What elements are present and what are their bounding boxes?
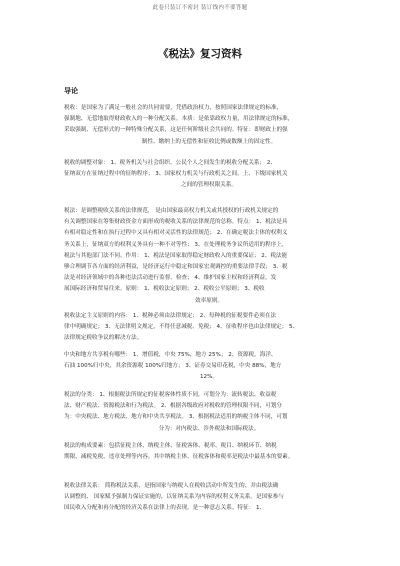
paragraph-line: 认调整的、 国家赋予强制力保证实施的，以征纳关系为内容的权利义务关系。是国家参与 bbox=[64, 494, 284, 501]
paragraph-line: 制性、缴纳上的无偿性和征收比例或数额上的固定性。 bbox=[141, 138, 277, 145]
paragraph-line: 效率原则。 bbox=[195, 297, 223, 304]
header-watermark: 此卷只装订不密封 装订线内不要答题 bbox=[152, 5, 248, 11]
paragraph-line: 征纳双方在征纳过程中的征纳程序； 3、国家权力机关与行政机关之间，上、下级国家机关 bbox=[64, 171, 288, 178]
paragraph-legality-principle bbox=[64, 311, 354, 345]
paragraph-line: 有相对稳定性和在执行过程中又具有相对灵活性的法律规范； 2、在确定税法主体的权利义 bbox=[64, 230, 288, 237]
paragraph-line: 法、财产税法、资源税法和行为税法。 2、根据各级政府对税收的管理权限不同，可划分 bbox=[64, 403, 282, 410]
paragraph-line: 税收法律关系： 简称税法关系，是指国家与纳税人在税收活动中所发生的、并由税法确 bbox=[64, 483, 279, 489]
paragraph-line: 够合理调节各方面的经济利益，是经济运行中稳定和国家宏观调控的重要法律手段； 3、税 bbox=[64, 264, 288, 271]
paragraph-line: 中央和地方共享税有哪些： 1、增值税，中央 75%，地方 25%； 2、资源税，海洋、 bbox=[64, 352, 277, 358]
paragraph-line: 国民收入分配和再分配的经济关系在法律上的表现，是一种意志关系。特征： 1、 bbox=[64, 505, 266, 512]
paragraph-line: 为：中央税法、地方税法、地方和中央共享税法。 3、根据税法适用的纳税主体不同，可划 bbox=[64, 414, 288, 421]
paragraph-line: 律中明确规定； 3、无法律明文规定，不得任意减税、免税； 4、征收程序也由法律规定； 5、 bbox=[64, 324, 299, 331]
paragraph-line: 税收法定主义原则的内容： 1、税种必须由法律规定； 2、每种税的征税要件必须在法 bbox=[64, 313, 277, 319]
paragraph-line: 税收：是国家为了满足一般社会的共同需要，凭借政治权力，按照国家法律规定的标准， bbox=[64, 105, 283, 111]
paragraph-shared-taxes bbox=[64, 350, 354, 384]
paragraph-line: 税法与其他部门法不同。作用： 1、税法是国家取得稳定财政收入的重要保证； 2、税法能 bbox=[64, 252, 288, 259]
paragraph-tax-legal-relation bbox=[64, 481, 354, 515]
paragraph-line: 采取强制、无偿形式的一种特殊分配关系，这是任何阶级社会共同的。特征：即财政上的强 bbox=[64, 127, 288, 134]
paragraph-line: 石油 100%归中央，其余资源税 100%归地方； 3、证券交易印花税，中央 88%，地方 bbox=[64, 363, 282, 370]
paragraph-line: 展国际经济和贸易往来。原则： 1、税收法定原则； 2、税收公平原则； 3、税收 bbox=[64, 286, 265, 293]
paragraph-tax-elements bbox=[64, 441, 354, 463]
paragraph-tax-classification bbox=[64, 390, 354, 435]
paragraph-line: 12%。 bbox=[199, 374, 219, 381]
paragraph-tax-definition bbox=[64, 103, 354, 148]
paragraph-line: 务关系上，征纳双方的权利义务具有一种不对等性； 3、在处理税务争议所适用的程序上， bbox=[64, 241, 288, 248]
page-title: 《税法》复习资料 bbox=[158, 48, 242, 60]
paragraph-line: 有关调整国家在筹集财政资金方面形成的税收关系的法律规范的总称。特点： 1、税法是具 bbox=[64, 219, 288, 226]
paragraph-tax-law bbox=[64, 206, 354, 307]
paragraph-line: 之间的管理权限关系。 bbox=[181, 182, 237, 189]
paragraph-line: 期限、减税免税、违章处理等内容。其中纳税主体、征税客体和税率是税法中最基本的要素。 bbox=[64, 454, 294, 461]
paragraph-line: 税法：是调整税收关系的法律规范， 是由国家最高权力机关或其授权的行政机关规定的 bbox=[64, 208, 279, 214]
section-heading: 导论 bbox=[64, 87, 78, 95]
paragraph-adjustment-objects bbox=[64, 158, 354, 192]
paragraph-line: 税收的调整对象： 1、税务机关与社会组织、公民个人之间发生的税收分配关系； 2、 bbox=[64, 160, 277, 166]
paragraph-line: 法律规定税收争议的解决方法。 bbox=[64, 335, 143, 342]
paragraph-line: 税法的构成要素：包括征税主体、纳税主体、征税客体、税率、税目、纳税环节、纳税 bbox=[64, 443, 277, 449]
paragraph-line: 分为：对内税法、涉外税法和国际税法。 bbox=[158, 425, 260, 432]
paragraph-line: 税法的分类： 1、根据税法所规定的征税客体性质不同，可划分为：流转税法、收益税 bbox=[64, 392, 277, 398]
paragraph-line: 法是对经济领域中的各种违法活动进行监督、检查； 4、维护国家主权和经济利益，发 bbox=[64, 275, 277, 282]
paragraph-line: 强制地、无偿地取得财政收入的一种分配关系。本质：是依靠政权力量，用法律规定的标准， bbox=[64, 116, 294, 123]
